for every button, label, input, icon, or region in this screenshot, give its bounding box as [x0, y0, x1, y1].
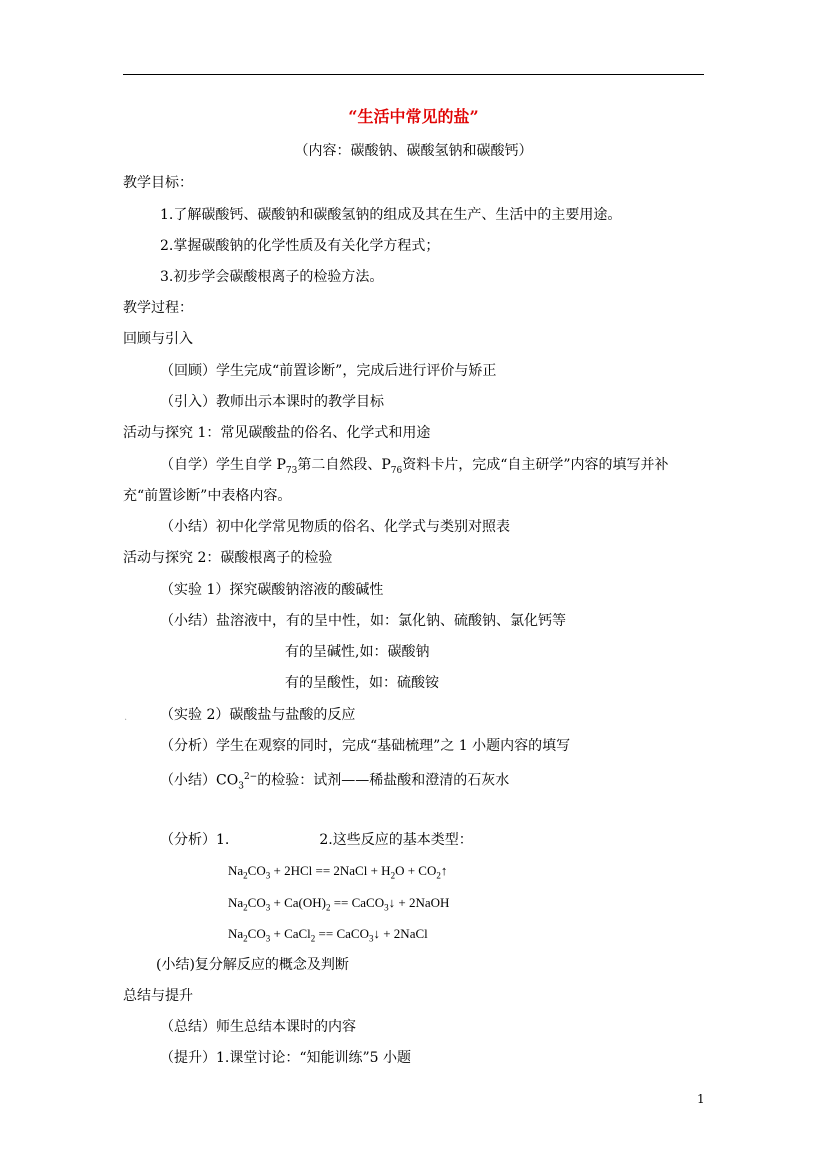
activity1-heading: 活动与探究 1：常见碳酸盐的俗名、化学式和用途 — [123, 425, 431, 441]
activity2-summary2: （小结）$CO_3^{2-}$的检验：试剂——稀盐酸和澄清的石灰水 — [160, 772, 510, 792]
activity2-analysis: （分析）学生在观察的同时，完成“基础梳理”之 1 小题内容的填写 — [160, 738, 571, 754]
goals-heading: 教学目标： — [123, 175, 193, 191]
goal-item: 3.初步学会碳酸根离子的检验方法。 — [160, 269, 384, 285]
document-title: “生活中常见的盐” — [348, 107, 479, 126]
activity2-heading: 活动与探究 2：碳酸根离子的检验 — [123, 550, 333, 566]
equation: $Na_2CO_3 + Ca(OH)_2$ == CaCO$_3$↓ + 2NaOH — [228, 895, 450, 913]
review-item: （引入）教师出示本课时的教学目标 — [160, 394, 384, 410]
activity2-analysis2: （分析）1. 2.这些反应的基本类型： — [160, 832, 473, 848]
document-subtitle: （内容：碳酸钠、碳酸氢钠和碳酸钙） — [294, 143, 533, 159]
goal-item: 1.了解碳酸钙、碳酸钠和碳酸氢钠的组成及其在生产、生活中的主要用途。 — [160, 207, 622, 223]
activity1-selfstudy: （自学）学生自学 $P_{73}$第二自然段、$P_{76}$资料卡片，完成“自主研学”内容的填写并补 — [160, 457, 669, 476]
activity2-exp1: （实验 1）探究碳酸钠溶液的酸碱性 — [160, 582, 384, 598]
equation: $Na_2CO_3 + 2HCl$ == 2NaCl + $H_2O$ + $CO_2↑$ — [228, 863, 448, 881]
conclusion-item: （提升）1.课堂讨论：“知能训练”5 小题 — [160, 1050, 412, 1066]
process-heading: 教学过程： — [123, 300, 193, 316]
activity1-summary: （小结）初中化学常见物质的俗名、化学式与类别对照表 — [160, 519, 510, 535]
review-item: （回顾）学生完成“前置诊断”，完成后进行评价与矫正 — [160, 363, 497, 379]
goal-item: 2.掌握碳酸钠的化学性质及有关化学方程式； — [160, 238, 440, 254]
stray-mark: . — [124, 712, 128, 723]
conclusion-heading: 总结与提升 — [123, 988, 193, 1004]
review-heading: 回顾与引入 — [123, 331, 193, 347]
equation: $Na_2CO_3$ + CaCl$_2$ == CaCO$_3$↓ + 2NaCl — [228, 926, 428, 944]
header-rule — [123, 74, 704, 75]
activity2-summary1-c: 有的呈酸性，如：硫酸铵 — [285, 675, 439, 691]
activity1-selfstudy-cont: 充“前置诊断”中表格内容。 — [123, 488, 292, 504]
page-number: 1 — [697, 1092, 705, 1106]
summary3: (小结)复分解反应的概念及判断 — [156, 957, 349, 973]
conclusion-item: （总结）师生总结本课时的内容 — [160, 1019, 356, 1035]
activity2-summary1-b: 有的呈碱性,如：碳酸钠 — [285, 644, 430, 660]
activity2-exp2: （实验 2）碳酸盐与盐酸的反应 — [160, 707, 356, 723]
activity2-summary1: （小结）盐溶液中，有的呈中性，如：氯化钠、硫酸钠、氯化钙等 — [160, 613, 566, 629]
